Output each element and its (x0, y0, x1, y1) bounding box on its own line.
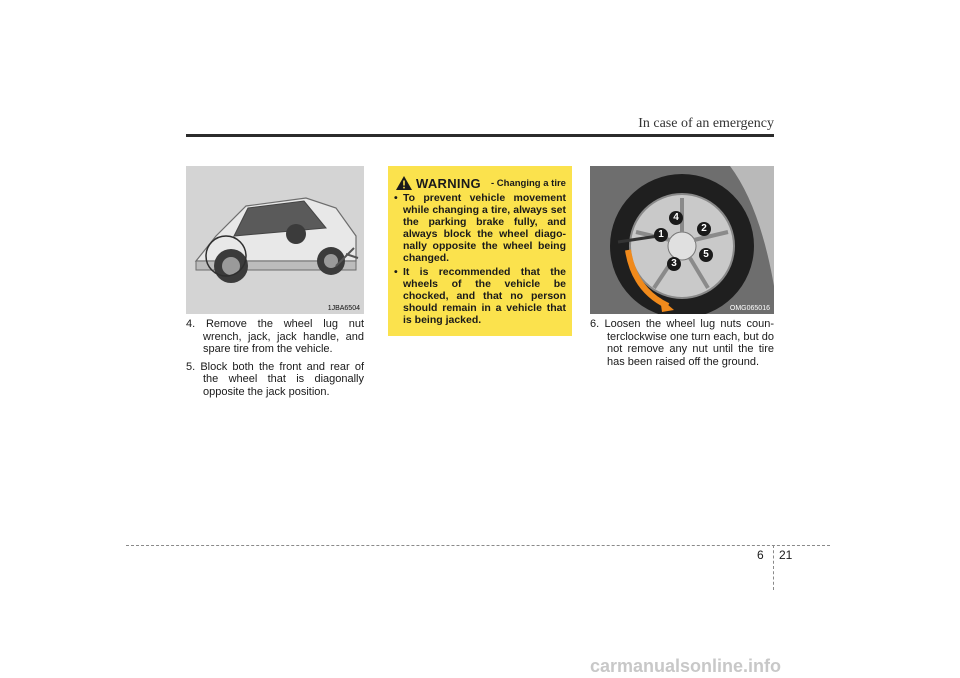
wheel-icon (590, 166, 774, 314)
warning-item-text: To prevent vehicle movement while changing a tire, always set the parking brake fully, and always block the wheel diago-nally opposite the wheel being changed. (403, 192, 566, 264)
page-number: 21 (779, 548, 793, 562)
header-rule (186, 134, 774, 137)
nut-number-1: 1 (654, 228, 668, 242)
page-divider (773, 545, 774, 590)
footer-rule (126, 545, 830, 546)
right-step-list (590, 318, 774, 373)
car-icon (186, 166, 364, 314)
nut-number-4: 4 (669, 211, 683, 225)
warning-list (394, 192, 566, 328)
step-5: 5. Block both the front and rear of the wheel that is diagonally opposite the jack position. (186, 360, 364, 398)
wheel-lug-nut-illustration (590, 166, 774, 314)
step-6: 6. Loosen the wheel lug nuts coun-terclockwise one turn each, but do not remove any nut until the tire has been raised off the ground. (590, 318, 774, 368)
figure-code: OMG065016 (729, 305, 770, 312)
left-step-list (186, 318, 364, 403)
figure-code: 1JBA6504 (327, 305, 360, 312)
warning-item (394, 192, 566, 264)
bullet: • (394, 192, 398, 204)
nut-number-5: 5 (699, 248, 713, 262)
warning-item (394, 266, 566, 326)
header-title: In case of an emergency (638, 116, 774, 131)
warning-item-text: It is recommended that the wheels of the vehicle be chocked, and that no person should remain in a vehicle that is being jacked. (403, 266, 566, 326)
nut-number-3: 3 (667, 257, 681, 271)
bullet: • (394, 266, 398, 278)
chapter-number: 6 (757, 548, 764, 562)
watermark: carmanualsonline.info (590, 656, 782, 676)
warning-subtitle: - Changing a tire (491, 178, 566, 189)
nut-number-2: 2 (697, 222, 711, 236)
warning-box (388, 166, 572, 336)
warning-title: WARNING (416, 176, 481, 191)
warning-triangle-icon (396, 176, 412, 190)
car-jack-illustration (186, 166, 364, 314)
step-4: 4. Remove the wheel lug nut wrench, jack, jack handle, and spare tire from the vehicle. (186, 318, 364, 355)
